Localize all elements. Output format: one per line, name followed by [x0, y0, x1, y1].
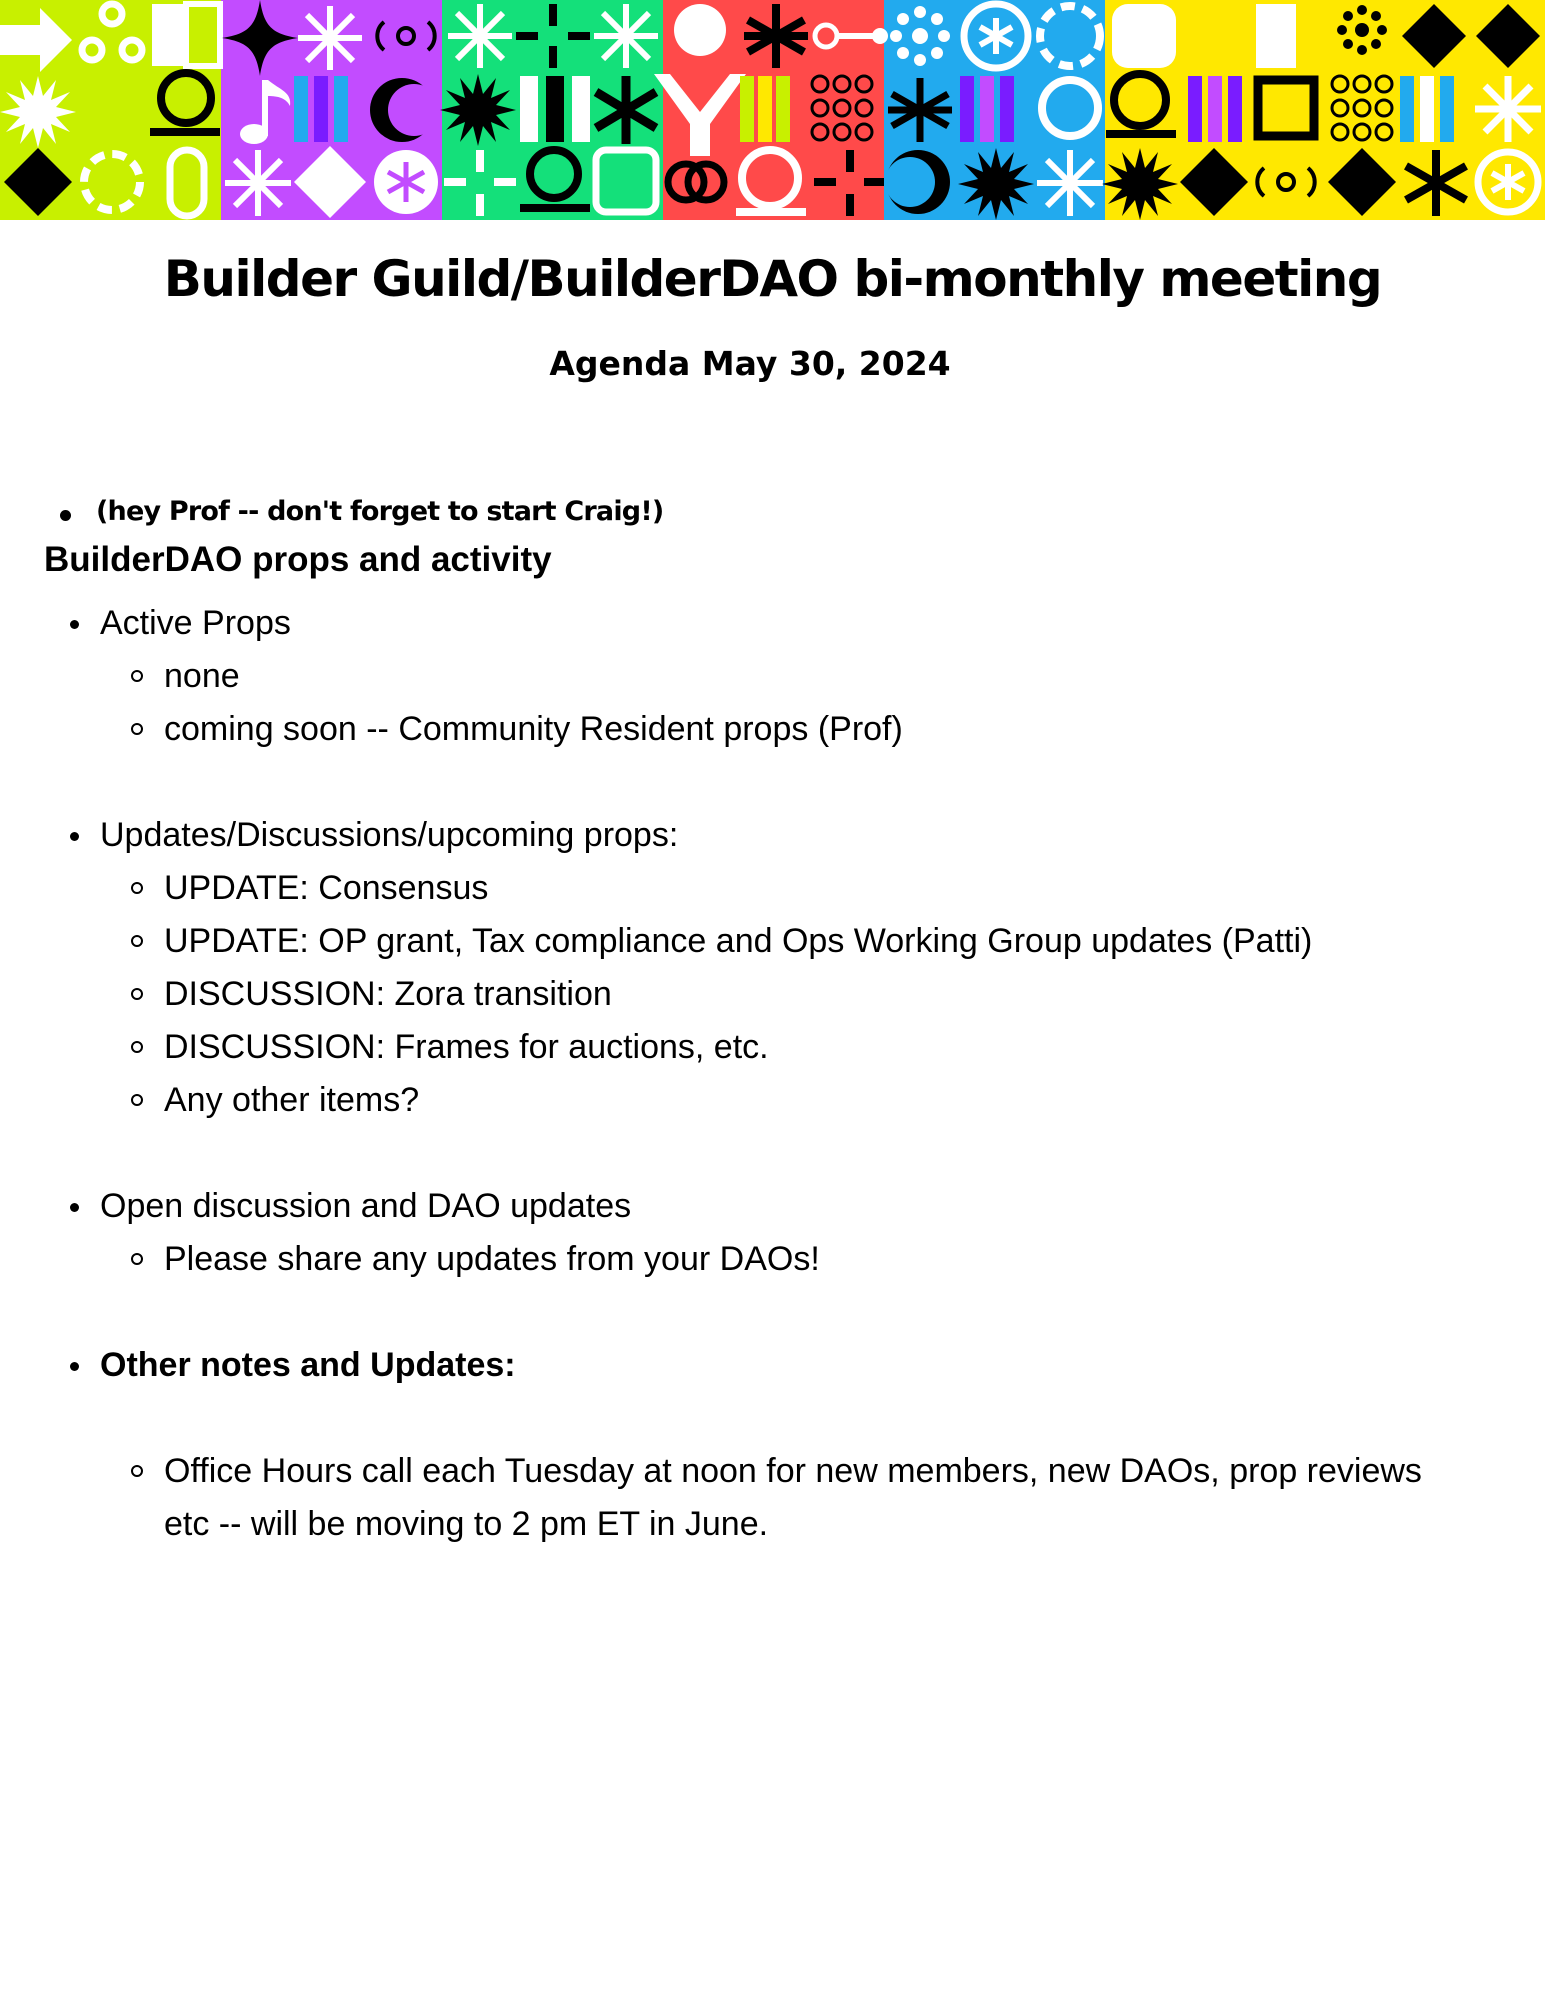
list-item: Please share any updates from your DAOs!: [0, 1233, 1545, 1286]
list-item: DISCUSSION: Zora transition: [0, 968, 1545, 1021]
list-item: UPDATE: OP grant, Tax compliance and Ops Working Group updates (Patti): [0, 915, 1545, 968]
list-item: Open discussion and DAO updates: [0, 1180, 1545, 1233]
reminder-note: (hey Prof -- don't forget to start Craig!): [58, 496, 663, 527]
reminder-list: [58, 496, 663, 527]
bullet-icon: [70, 620, 79, 629]
decorative-pattern-banner: [0, 0, 1545, 220]
list-item: coming soon -- Community Resident props (Prof): [0, 703, 1545, 756]
list-item: Active Props: [0, 597, 1545, 650]
circle-bullet-icon: [131, 1041, 143, 1053]
star-burst-icon: [594, 4, 658, 68]
list-item: DISCUSSION: Frames for auctions, etc.: [0, 1021, 1545, 1074]
star-burst-icon: [298, 6, 362, 70]
list-item: Updates/Discussions/upcoming props:: [0, 809, 1545, 862]
list-item: none: [0, 650, 1545, 703]
star-burst-icon: [448, 4, 512, 68]
bullet-icon: [70, 1362, 79, 1371]
circle-bullet-icon: [131, 1253, 143, 1265]
circle-bullet-icon: [131, 670, 143, 682]
bullet-icon: [70, 832, 79, 841]
flower-icon: [1337, 5, 1387, 55]
agenda-list: [0, 597, 1545, 1551]
flower-icon: [890, 6, 950, 66]
page-title: Builder Guild/BuilderDAO bi-monthly meeting: [163, 250, 1382, 308]
bullet-icon: [70, 1203, 79, 1212]
asterisk-ring-icon: [374, 150, 438, 214]
list-item: Any other items?: [0, 1074, 1545, 1127]
list-item: Other notes and Updates:: [0, 1339, 1545, 1392]
circle-bullet-icon: [131, 988, 143, 1000]
agenda-date: Agenda May 30, 2024: [549, 344, 951, 383]
list-item: Office Hours call each Tuesday at noon for new members, new DAOs, prop reviews etc -- will be moving to 2 pm ET in June.: [0, 1445, 1545, 1551]
circle-bullet-icon: [131, 1465, 143, 1477]
circle-bullet-icon: [131, 1094, 143, 1106]
circle-bullet-icon: [131, 935, 143, 947]
circle-bullet-icon: [131, 882, 143, 894]
circle-bullet-icon: [131, 723, 143, 735]
list-item: UPDATE: Consensus: [0, 862, 1545, 915]
section-heading: BuilderDAO props and activity: [44, 540, 552, 579]
